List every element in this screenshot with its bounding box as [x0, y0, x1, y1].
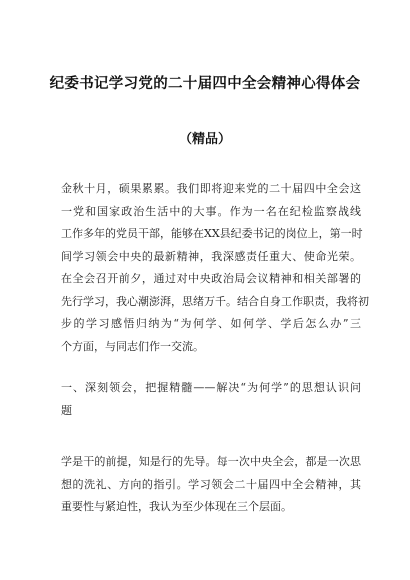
paragraph-line: 个方面，与同志们作一交流。: [61, 339, 204, 353]
paragraph-line: 金秋十月，硕果累累。我们即将迎来党的二十届四中全会这: [61, 182, 361, 195]
document-subtitle: （精品）: [178, 132, 231, 147]
paragraph-line: 一党和国家政治生活中的大事。作为一名在纪检监察战线: [61, 204, 361, 218]
paragraph-section-1: [61, 451, 361, 519]
paragraph-line: 步的学习感悟归纳为“为何学、如何学、学后怎么办”三: [61, 317, 361, 330]
heading-line: 题: [61, 403, 72, 417]
paragraph-line: 间学习领会中央的最新精神，我深感责任重大、使命光荣。: [61, 249, 361, 263]
document-title: 纪委书记学习党的二十届四中全会精神心得体会: [49, 76, 361, 92]
paragraph-line: 先行学习，我心潮澎湃，思绪万千。结合自身工作职责，我将初: [61, 294, 369, 308]
heading-line: 一、深刻领会，把握精髓——解决“为何学”的思想认识问: [61, 381, 361, 394]
paragraph-line: 工作多年的党员干部，能够在XX县纪委书记的岗位上，第一时: [61, 227, 363, 240]
paragraph-line: 想的洗礼、方向的指引。学习领会二十届四中全会精神，其: [61, 477, 361, 491]
paragraph-line: 在全会召开前夕，通过对中央政治局会议精神和相关部署的: [61, 272, 361, 285]
paragraph-intro: [61, 178, 369, 358]
paragraph-line: 重要性与紧迫性，我认为至少体现在三个层面。: [61, 500, 292, 513]
section-heading-1: [61, 377, 361, 422]
paragraph-line: 学是干的前提，知是行的先导。每一次中央全会，都是一次思: [61, 455, 361, 468]
